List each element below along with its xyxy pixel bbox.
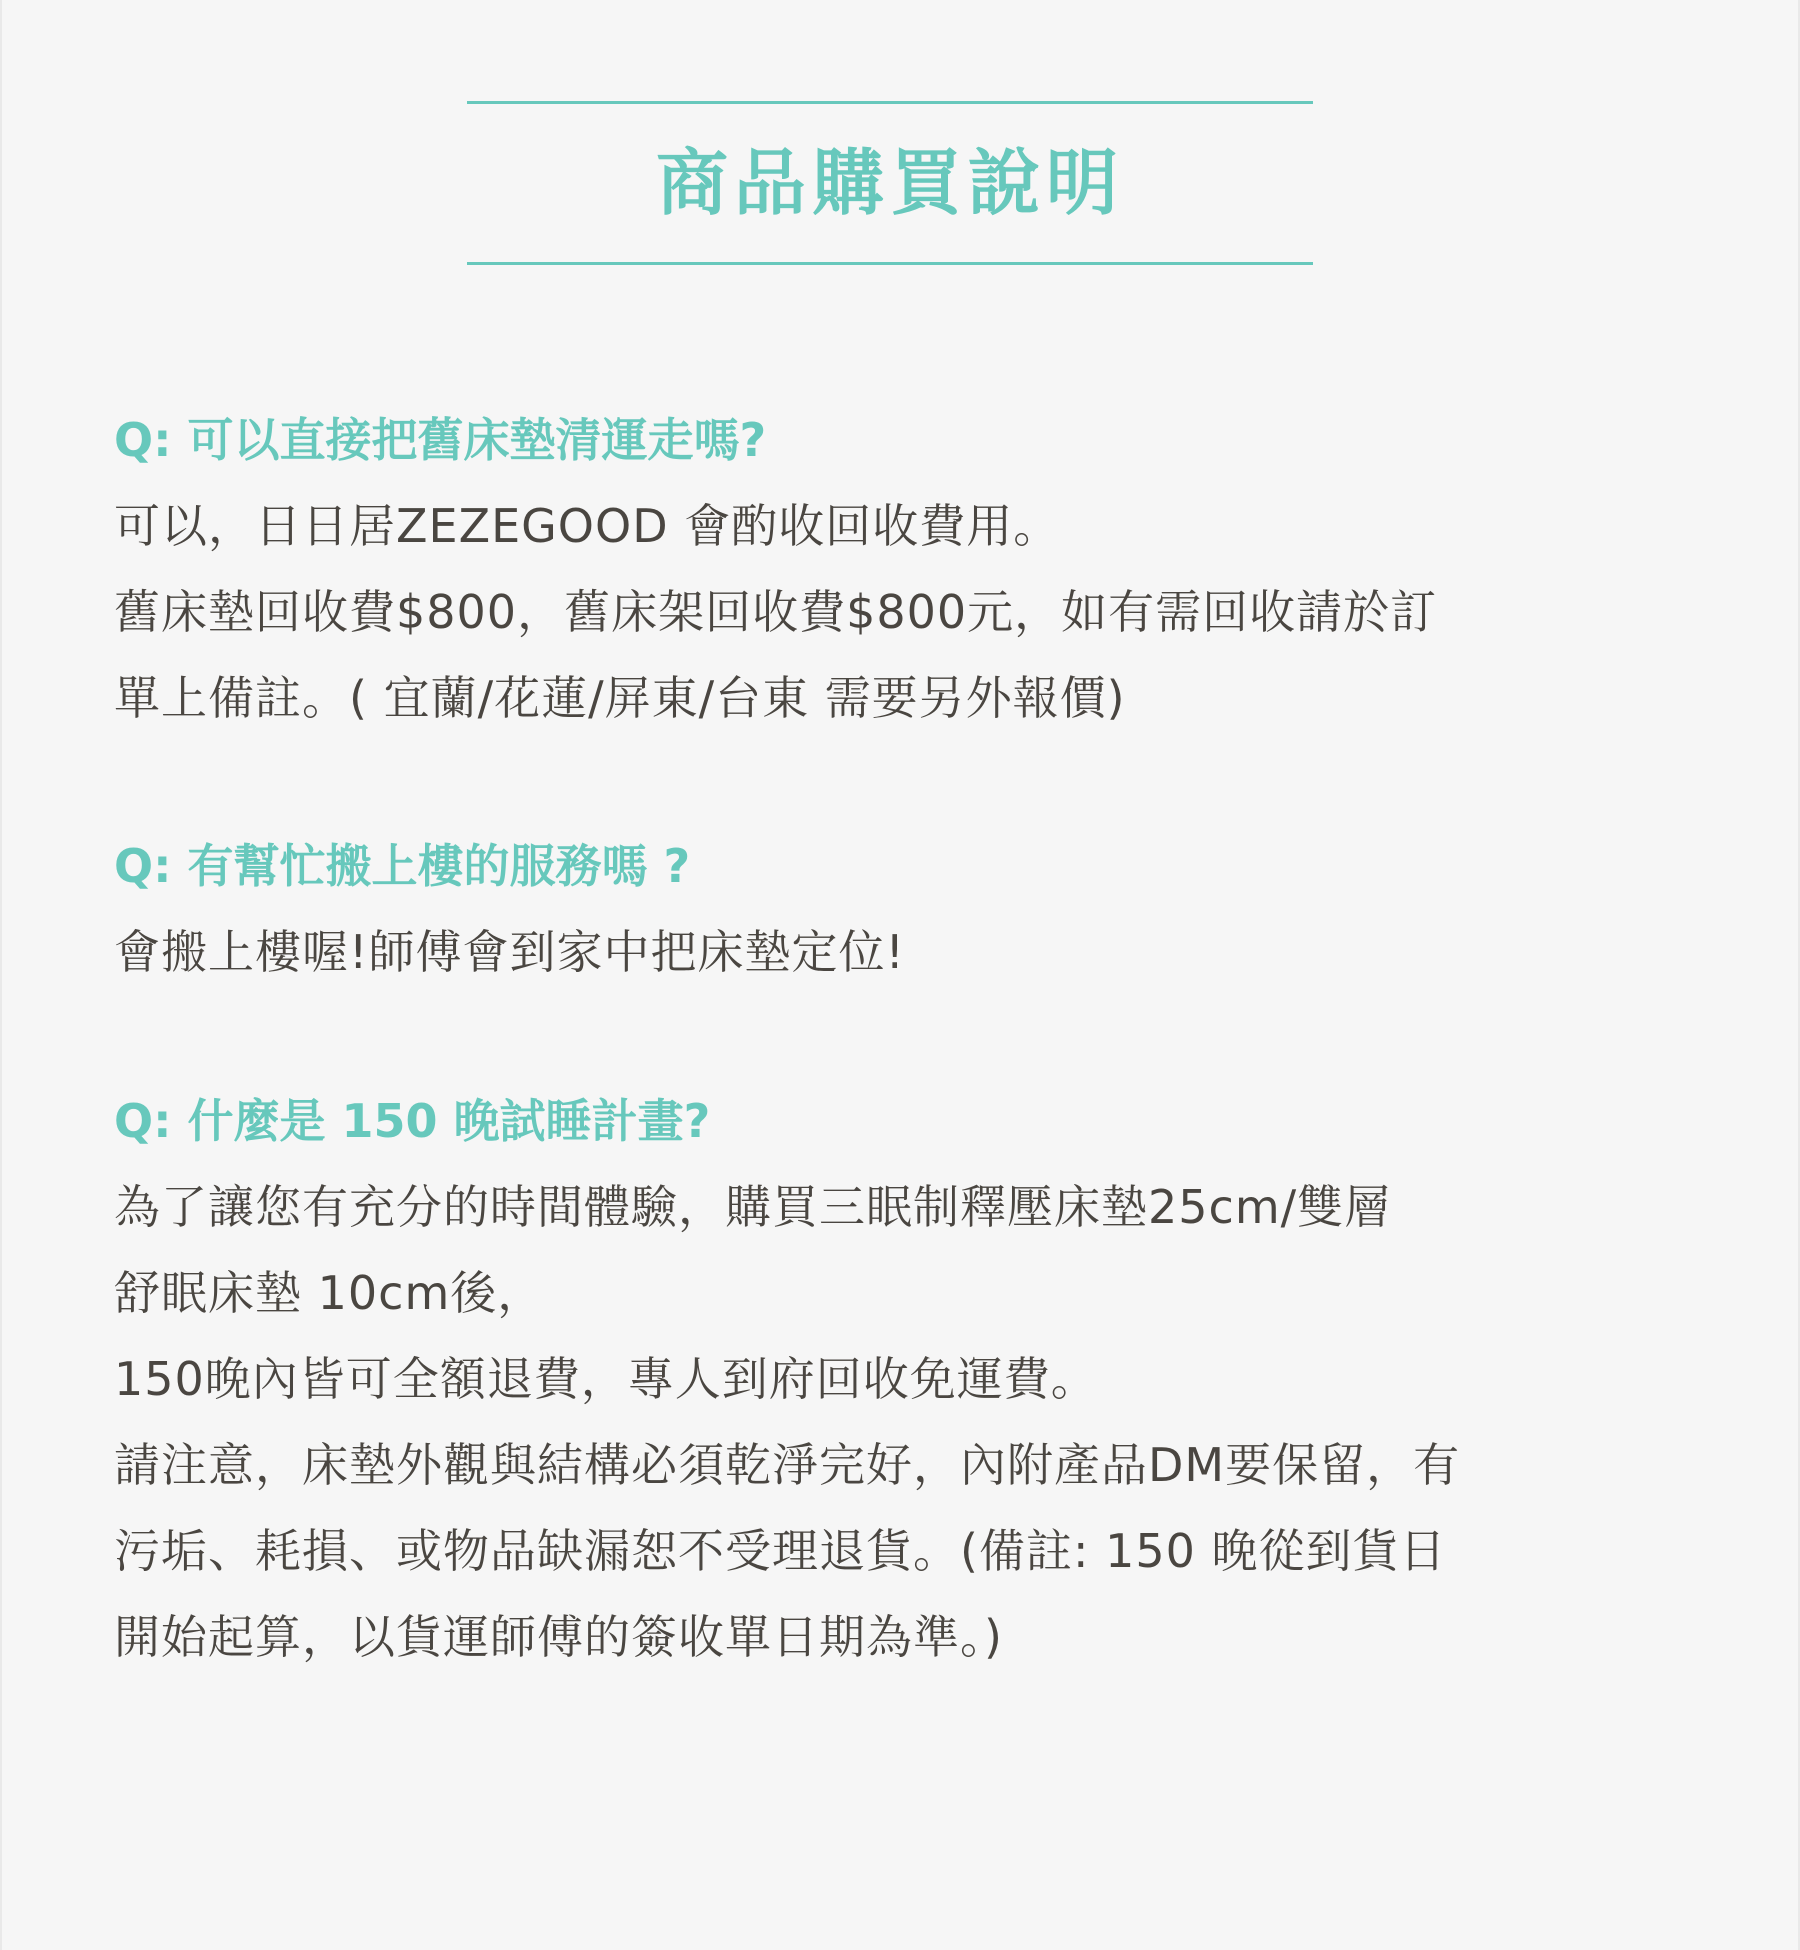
faq-answer-line: 舊床墊回收費$800，舊床架回收費$800元，如有需回收請於訂 xyxy=(114,585,1438,639)
faq-question: Q: 什麼是 150 晚試睡計畫? xyxy=(114,1094,711,1148)
faq-answer-line: 可以，日日居ZEZEGOOD 會酌收回收費用。 xyxy=(114,499,1061,553)
title-top-rule xyxy=(467,101,1313,104)
page-title: 商品購買說明 xyxy=(655,141,1124,225)
faq-answer-line: 為了讓您有充分的時間體驗，購買三眠制釋壓床墊25cm/雙層 xyxy=(114,1180,1392,1234)
faq-question: Q: 有幫忙搬上樓的服務嗎 ? xyxy=(114,839,691,893)
faq-answer-line: 舒眠床墊 10cm後， xyxy=(114,1266,545,1320)
faq-item-150-night-trial xyxy=(114,1078,1714,1680)
faq-answer-line: 單上備註。( 宜蘭/花蓮/屏東/台東 需要另外報價) xyxy=(114,671,1126,725)
title-block xyxy=(467,101,1313,266)
faq-answer-line: 150晚內皆可全額退費，專人到府回收免運費。 xyxy=(114,1352,1098,1406)
faq-answer-line: 會搬上樓喔!師傅會到家中把床墊定位! xyxy=(114,925,905,979)
title-bottom-rule xyxy=(467,262,1313,265)
faq-answer-line: 開始起算，以貨運師傅的簽收單日期為準。) xyxy=(114,1610,1003,1664)
faq-answer-line: 污垢、耗損、或物品缺漏恕不受理退貨。(備註: 150 晚從到貨日 xyxy=(114,1524,1447,1578)
faq-item-old-mattress-removal xyxy=(114,397,1714,741)
faq-answer-line: 請注意，床墊外觀與結構必須乾淨完好，內附產品DM要保留，有 xyxy=(114,1438,1461,1492)
faq-question: Q: 可以直接把舊床墊清運走嗎? xyxy=(114,413,767,467)
faq-item-upstairs-delivery xyxy=(114,823,1714,995)
